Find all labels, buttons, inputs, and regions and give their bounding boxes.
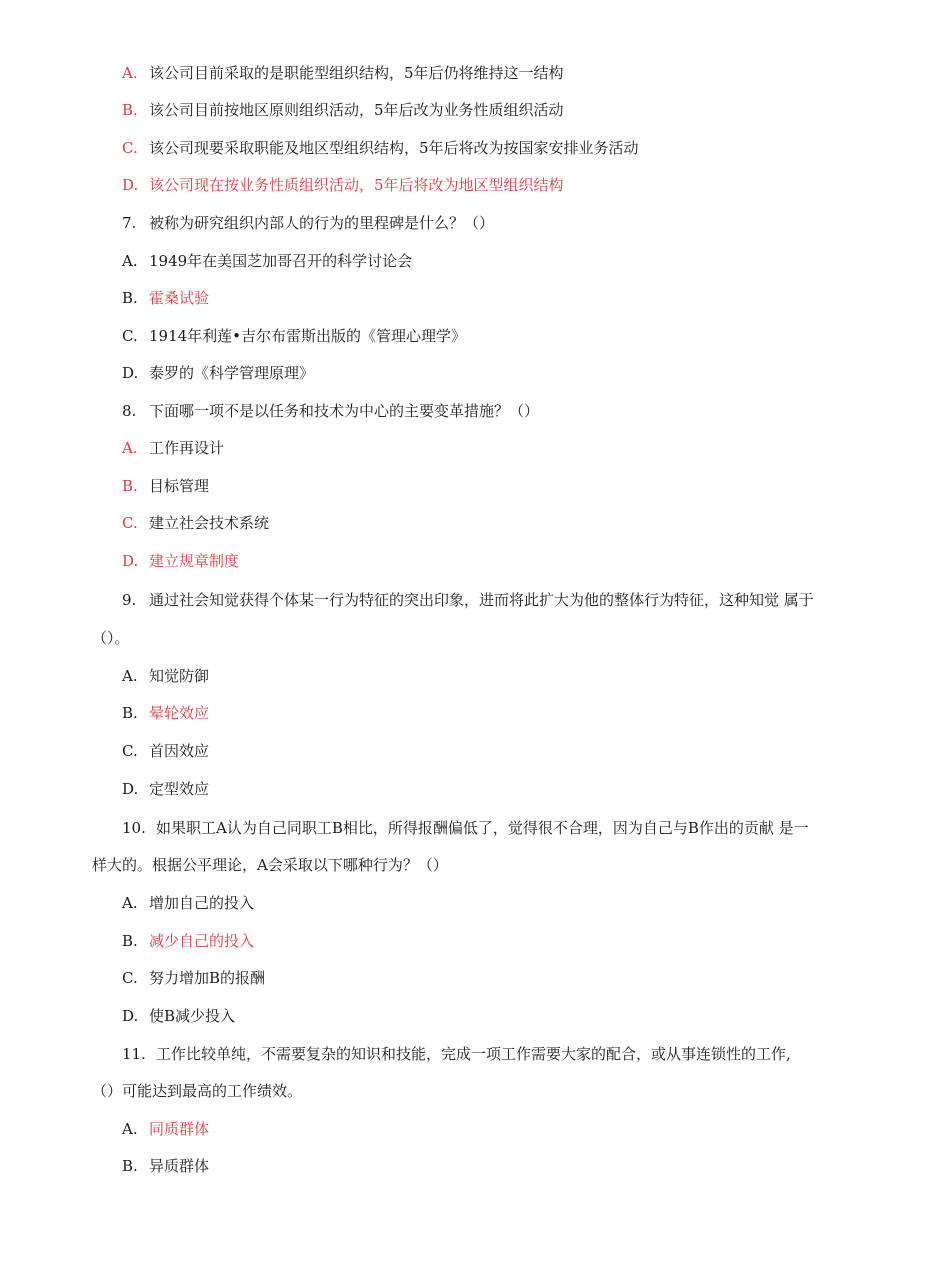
question-text: 通过社会知觉获得个体某一行为特征的突出印象，进而将此扩大为他的整体行为特征，这种知觉 属于	[149, 591, 814, 609]
option-text: 工作再设计	[149, 439, 225, 457]
question-9-continuation: （）。	[92, 629, 130, 647]
question-number: 8.	[122, 402, 137, 420]
option-label: B.	[122, 101, 138, 119]
option-text: 该公司目前按地区原则组织活动，5年后改为业务性质组织活动	[149, 101, 564, 119]
option-text: 首因效应	[149, 742, 210, 760]
question-7	[122, 213, 950, 233]
option-text: 知觉防御	[149, 667, 210, 685]
q10-option-d	[122, 1006, 950, 1026]
q11-option-a	[122, 1119, 950, 1139]
option-text: 同质群体	[149, 1120, 210, 1138]
option-label: C.	[122, 969, 138, 987]
q6-option-a	[122, 63, 950, 83]
option-text: 使B减少投入	[149, 1007, 236, 1025]
option-label: A.	[122, 64, 138, 82]
q9-option-b	[122, 703, 950, 723]
option-label: B.	[122, 289, 138, 307]
option-label: B.	[122, 932, 138, 950]
option-label: D.	[122, 552, 139, 570]
question-text: 如果职工A认为自己同职工B相比，所得报酬偏低了，觉得很不合理，因为自己与B作出的贡献 是一	[156, 819, 809, 837]
option-text: 泰罗的《科学管理原理》	[149, 364, 315, 382]
option-text: 1949年在美国芝加哥召开的科学讨论会	[149, 252, 413, 270]
q6-option-d	[122, 175, 950, 195]
option-label: A.	[122, 439, 138, 457]
option-text: 该公司现要采取职能及地区型组织结构，5年后将改为按国家安排业务活动	[149, 139, 639, 157]
option-label: D.	[122, 1007, 139, 1025]
option-text: 努力增加B的报酬	[149, 969, 266, 987]
option-text: 1914年利莲•吉尔布雷斯出版的《管理心理学》	[149, 327, 467, 345]
question-8	[122, 401, 950, 421]
option-text: 晕轮效应	[149, 704, 210, 722]
option-label: C.	[122, 139, 138, 157]
question-text: 工作比较单纯，不需要复杂的知识和技能，完成一项工作需要大家的配合，或从事连锁性的工作,	[156, 1045, 791, 1063]
option-label: B.	[122, 1157, 138, 1175]
option-label: B.	[122, 477, 138, 495]
question-11	[122, 1044, 950, 1064]
q7-option-a	[122, 251, 950, 271]
question-text: 下面哪一项不是以任务和技术为中心的主要变革措施？（）	[149, 402, 540, 420]
option-label: D.	[122, 176, 139, 194]
question-text: 被称为研究组织内部人的行为的里程碑是什么？（）	[149, 214, 495, 232]
q8-option-d	[122, 551, 950, 571]
option-label: A.	[122, 894, 138, 912]
option-label: A.	[122, 667, 138, 685]
q7-option-d	[122, 363, 950, 383]
q9-option-d	[122, 779, 950, 799]
option-label: D.	[122, 780, 139, 798]
option-label: B.	[122, 704, 138, 722]
option-text: 异质群体	[149, 1157, 210, 1175]
q8-option-b	[122, 476, 950, 496]
option-label: C.	[122, 514, 138, 532]
q10-option-a	[122, 893, 950, 913]
q9-option-c	[122, 741, 950, 761]
question-number: 9.	[122, 591, 137, 609]
option-text: 增加自己的投入	[149, 894, 255, 912]
option-text: 建立规章制度	[149, 552, 240, 570]
option-label: C.	[122, 742, 138, 760]
option-text: 目标管理	[149, 477, 210, 495]
question-number: 11.	[122, 1045, 146, 1063]
option-text: 该公司现在按业务性质组织活动，5年后将改为地区型组织结构	[149, 176, 564, 194]
q6-option-c	[122, 138, 950, 158]
q10-option-c	[122, 968, 950, 988]
q9-option-a	[122, 666, 950, 686]
q7-option-c	[122, 326, 950, 346]
question-10-continuation: 样大的。根据公平理论，A会采取以下哪种行为？（）	[92, 856, 448, 874]
option-text: 定型效应	[149, 780, 210, 798]
option-text: 该公司目前采取的是职能型组织结构，5年后仍将维持这一结构	[149, 64, 564, 82]
option-label: A.	[122, 1120, 138, 1138]
question-number: 10.	[122, 819, 146, 837]
q6-option-b	[122, 100, 950, 120]
option-label: D.	[122, 364, 139, 382]
option-text: 建立社会技术系统	[149, 514, 270, 532]
question-10	[122, 818, 950, 838]
option-label: C.	[122, 327, 138, 345]
option-text: 减少自己的投入	[149, 932, 255, 950]
question-11-continuation: （）可能达到最高的工作绩效。	[92, 1082, 303, 1100]
option-label: A.	[122, 252, 138, 270]
q10-option-b	[122, 931, 950, 951]
q8-option-c	[122, 513, 950, 533]
q7-option-b	[122, 288, 950, 308]
question-number: 7.	[122, 214, 137, 232]
option-text: 霍桑试验	[149, 289, 210, 307]
q8-option-a	[122, 438, 950, 458]
q11-option-b	[122, 1156, 950, 1176]
question-9	[122, 590, 950, 610]
